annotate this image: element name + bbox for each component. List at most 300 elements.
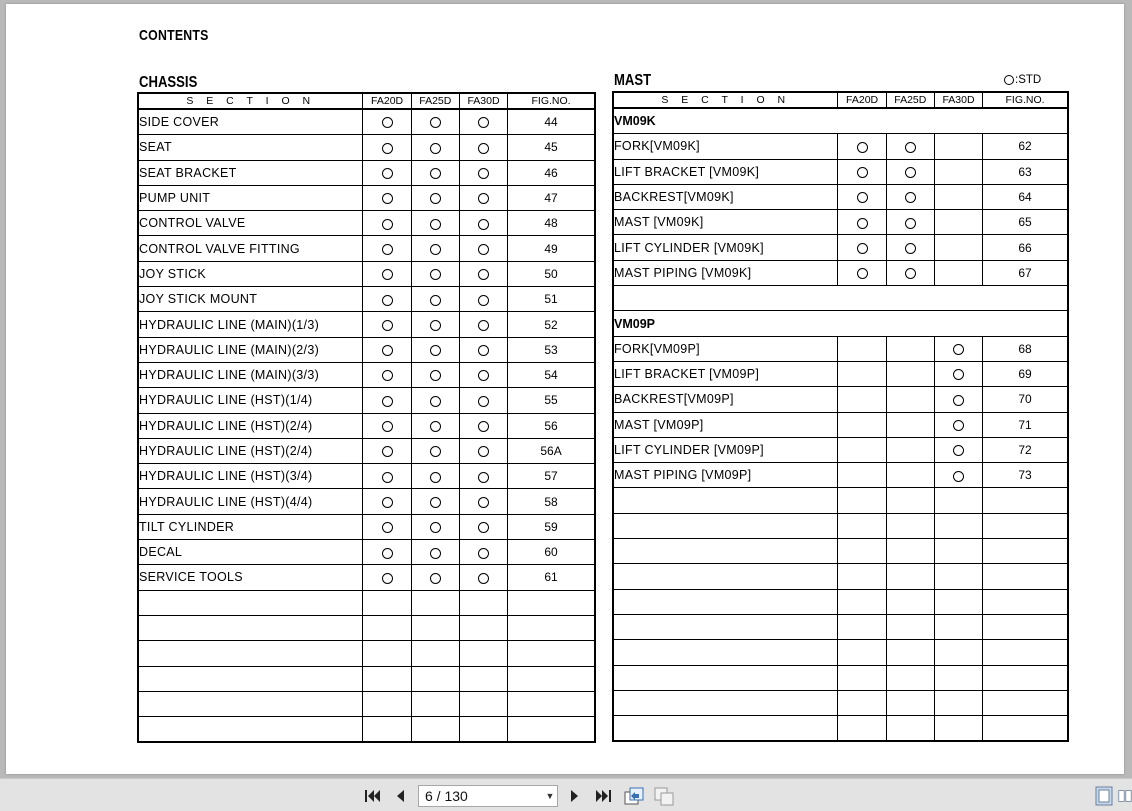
mark-fa30d	[459, 236, 507, 261]
std-circle-icon	[382, 522, 393, 533]
fig-number: 72	[983, 437, 1068, 462]
mark-fa20d	[363, 337, 411, 362]
std-circle-icon	[382, 320, 393, 331]
fig-number: 54	[508, 362, 595, 387]
mark-fa30d	[934, 488, 982, 513]
std-circle-icon	[430, 573, 441, 584]
header-fa30d: FA30D	[934, 92, 982, 108]
table-row	[138, 337, 595, 362]
fig-number: 59	[508, 514, 595, 539]
copy-page-icon	[653, 786, 675, 806]
std-circle-icon	[478, 396, 489, 407]
section-name: MAST PIPING [VM09K]	[613, 260, 838, 285]
fig-number: 67	[983, 260, 1068, 285]
mark-fa20d	[363, 109, 411, 135]
std-circle-icon	[382, 497, 393, 508]
mast-title: MAST	[614, 72, 652, 89]
group-label: VM09K	[613, 108, 1068, 134]
fig-number	[983, 513, 1068, 538]
table-row	[138, 540, 595, 565]
std-circle-icon	[430, 396, 441, 407]
fig-number: 51	[508, 287, 595, 312]
mark-fa20d	[838, 235, 886, 260]
mark-fa20d	[363, 160, 411, 185]
mark-fa20d	[838, 640, 886, 665]
section-name: MAST [VM09P]	[613, 412, 838, 437]
std-circle-icon	[382, 117, 393, 128]
table-row	[613, 184, 1068, 209]
section-name: JOY STICK	[138, 261, 363, 286]
chevron-down-icon: ▼	[545, 791, 555, 801]
mark-fa20d	[838, 134, 886, 159]
mast-header-row	[613, 92, 1068, 108]
std-circle-icon	[478, 472, 489, 483]
fig-number: 57	[508, 464, 595, 489]
std-circle-icon	[382, 168, 393, 179]
table-row	[138, 236, 595, 261]
header-fig-no: FIG.NO.	[983, 92, 1068, 108]
table-row	[613, 260, 1068, 285]
viewer-toolbar	[0, 778, 1132, 811]
mark-fa20d	[838, 210, 886, 235]
mark-fa30d	[934, 513, 982, 538]
mark-fa20d	[838, 159, 886, 184]
mark-fa30d	[934, 690, 982, 715]
mark-fa20d	[838, 716, 886, 742]
mark-fa30d	[934, 716, 982, 742]
table-row	[613, 159, 1068, 184]
table-row	[613, 513, 1068, 538]
mark-fa30d	[934, 210, 982, 235]
document-page	[6, 4, 1124, 774]
mark-fa25d	[411, 236, 459, 261]
mark-fa30d	[459, 666, 507, 691]
section-name: FORK[VM09K]	[613, 134, 838, 159]
std-circle-icon	[382, 219, 393, 230]
single-page-view-button[interactable]	[1093, 786, 1115, 806]
mark-fa25d	[411, 287, 459, 312]
std-circle-icon	[857, 268, 868, 279]
std-circle-icon	[430, 320, 441, 331]
fig-number	[983, 589, 1068, 614]
fig-number: 68	[983, 336, 1068, 361]
fig-number	[508, 717, 595, 743]
mark-fa25d	[886, 463, 934, 488]
section-name: HYDRAULIC LINE (HST)(1/4)	[138, 388, 363, 413]
mark-fa20d	[838, 513, 886, 538]
mark-fa20d	[838, 412, 886, 437]
std-circle-icon	[430, 244, 441, 255]
section-name: BACKREST[VM09K]	[613, 184, 838, 209]
fig-number: 71	[983, 412, 1068, 437]
mark-fa20d	[363, 362, 411, 387]
fig-number: 45	[508, 135, 595, 160]
last-page-button[interactable]	[592, 786, 614, 806]
mark-fa25d	[411, 312, 459, 337]
mark-fa25d	[411, 615, 459, 640]
mark-fa25d	[411, 362, 459, 387]
mark-fa20d	[838, 589, 886, 614]
std-circle-icon	[857, 142, 868, 153]
section-name	[138, 641, 363, 666]
next-page-button[interactable]	[566, 786, 584, 806]
mark-fa25d	[411, 261, 459, 286]
std-circle-icon	[430, 168, 441, 179]
std-circle-icon	[382, 193, 393, 204]
mark-fa30d	[459, 185, 507, 210]
std-circle-icon	[1004, 75, 1014, 85]
section-name: SEAT	[138, 135, 363, 160]
mark-fa30d	[934, 564, 982, 589]
fig-number: 56A	[508, 438, 595, 463]
mark-fa30d	[459, 135, 507, 160]
std-circle-icon	[905, 243, 916, 254]
table-row	[613, 387, 1068, 412]
mark-fa30d	[459, 717, 507, 743]
fig-number: 66	[983, 235, 1068, 260]
fig-number	[983, 614, 1068, 639]
section-name: SIDE COVER	[138, 109, 363, 135]
section-name: JOY STICK MOUNT	[138, 287, 363, 312]
mark-fa20d	[363, 514, 411, 539]
std-circle-icon	[430, 295, 441, 306]
page-indicator: 6 / 130	[425, 788, 468, 804]
section-name: HYDRAULIC LINE (MAIN)(2/3)	[138, 337, 363, 362]
std-circle-icon	[478, 370, 489, 381]
std-circle-icon	[430, 219, 441, 230]
mark-fa25d	[886, 184, 934, 209]
section-name: MAST PIPING [VM09P]	[613, 463, 838, 488]
mark-fa30d	[934, 159, 982, 184]
table-row	[613, 665, 1068, 690]
mark-fa30d	[459, 362, 507, 387]
chassis-header-row	[138, 93, 595, 109]
fig-number: 56	[508, 413, 595, 438]
table-row	[613, 210, 1068, 235]
std-circle-icon	[905, 142, 916, 153]
mark-fa25d	[886, 488, 934, 513]
mark-fa20d	[363, 261, 411, 286]
mark-fa30d	[459, 615, 507, 640]
mark-fa25d	[886, 589, 934, 614]
mark-fa25d	[411, 135, 459, 160]
table-row	[138, 185, 595, 210]
fig-number: 55	[508, 388, 595, 413]
fig-number: 53	[508, 337, 595, 362]
std-circle-icon	[953, 344, 964, 355]
mark-fa30d	[934, 184, 982, 209]
fig-number: 44	[508, 109, 595, 135]
fig-number: 63	[983, 159, 1068, 184]
table-row	[138, 388, 595, 413]
std-circle-icon	[382, 421, 393, 432]
fig-number	[508, 691, 595, 716]
fig-number	[983, 488, 1068, 513]
mark-fa20d	[363, 135, 411, 160]
std-circle-icon	[478, 193, 489, 204]
std-circle-icon	[905, 192, 916, 203]
mark-fa25d	[411, 565, 459, 590]
mark-fa25d	[886, 690, 934, 715]
mark-fa25d	[886, 210, 934, 235]
fig-number: 49	[508, 236, 595, 261]
table-row	[613, 690, 1068, 715]
table-row	[138, 261, 595, 286]
mark-fa20d	[838, 665, 886, 690]
std-circle-icon	[382, 573, 393, 584]
section-name: HYDRAULIC LINE (HST)(4/4)	[138, 489, 363, 514]
mark-fa20d	[363, 540, 411, 565]
section-name: CONTROL VALVE	[138, 211, 363, 236]
section-name: BACKREST[VM09P]	[613, 387, 838, 412]
mark-fa25d	[411, 717, 459, 743]
group-label: VM09P	[613, 311, 1068, 336]
table-row	[138, 109, 595, 135]
mark-fa20d	[838, 690, 886, 715]
std-circle-icon	[478, 573, 489, 584]
section-name: HYDRAULIC LINE (HST)(2/4)	[138, 438, 363, 463]
header-section: S E C T I O N	[613, 92, 838, 108]
mark-fa20d	[363, 717, 411, 743]
mark-fa20d	[363, 666, 411, 691]
table-row	[138, 211, 595, 236]
previous-page-button[interactable]	[391, 786, 409, 806]
std-circle-icon	[478, 269, 489, 280]
mark-fa25d	[411, 388, 459, 413]
section-name	[138, 615, 363, 640]
std-circle-icon	[430, 370, 441, 381]
mark-fa30d	[934, 235, 982, 260]
mark-fa20d	[838, 387, 886, 412]
mark-fa20d	[363, 691, 411, 716]
fig-number: 60	[508, 540, 595, 565]
std-circle-icon	[478, 244, 489, 255]
mark-fa30d	[459, 464, 507, 489]
mark-fa25d	[886, 437, 934, 462]
mark-fa25d	[411, 489, 459, 514]
fig-number: 46	[508, 160, 595, 185]
fig-number: 64	[983, 184, 1068, 209]
mark-fa25d	[411, 211, 459, 236]
section-name: HYDRAULIC LINE (HST)(3/4)	[138, 464, 363, 489]
mark-fa25d	[411, 464, 459, 489]
mark-fa25d	[886, 614, 934, 639]
mark-fa30d	[459, 413, 507, 438]
table-row	[613, 716, 1068, 742]
mark-fa30d	[459, 489, 507, 514]
fig-number: 65	[983, 210, 1068, 235]
mark-fa30d	[934, 437, 982, 462]
mark-fa25d	[886, 665, 934, 690]
mark-fa30d	[934, 412, 982, 437]
section-name: LIFT CYLINDER [VM09K]	[613, 235, 838, 260]
fig-number: 52	[508, 312, 595, 337]
section-name: SERVICE TOOLS	[138, 565, 363, 590]
mark-fa25d	[886, 159, 934, 184]
std-circle-icon	[478, 548, 489, 559]
header-fig-no: FIG.NO.	[508, 93, 595, 109]
mark-fa25d	[411, 413, 459, 438]
export-page-button[interactable]	[622, 786, 646, 806]
section-name	[613, 488, 838, 513]
fig-number	[983, 690, 1068, 715]
std-circle-icon	[953, 395, 964, 406]
mark-fa30d	[459, 691, 507, 716]
two-page-view-icon	[1118, 786, 1132, 806]
mark-fa25d	[886, 134, 934, 159]
two-page-view-button[interactable]	[1118, 786, 1132, 806]
std-circle-icon	[382, 269, 393, 280]
table-row	[613, 361, 1068, 386]
std-circle-icon	[478, 168, 489, 179]
mark-fa20d	[838, 463, 886, 488]
fig-number: 69	[983, 361, 1068, 386]
mark-fa25d	[411, 337, 459, 362]
section-name	[613, 640, 838, 665]
std-circle-icon	[478, 345, 489, 356]
std-circle-icon	[905, 167, 916, 178]
table-row	[138, 641, 595, 666]
table-row	[613, 488, 1068, 513]
std-circle-icon	[382, 143, 393, 154]
last-page-icon	[594, 788, 612, 804]
std-circle-icon	[953, 369, 964, 380]
section-name	[613, 716, 838, 742]
mark-fa30d	[459, 312, 507, 337]
section-name: TILT CYLINDER	[138, 514, 363, 539]
header-section: S E C T I O N	[138, 93, 363, 109]
mark-fa30d	[459, 565, 507, 590]
mark-fa20d	[363, 464, 411, 489]
table-row	[138, 464, 595, 489]
table-row	[613, 336, 1068, 361]
fig-number: 70	[983, 387, 1068, 412]
mark-fa25d	[886, 513, 934, 538]
table-row	[138, 438, 595, 463]
std-circle-icon	[430, 117, 441, 128]
page-select[interactable]	[418, 785, 558, 807]
first-page-button[interactable]	[362, 786, 384, 806]
section-name	[138, 691, 363, 716]
mark-fa25d	[886, 336, 934, 361]
mark-fa20d	[363, 312, 411, 337]
fig-number: 50	[508, 261, 595, 286]
single-page-view-icon	[1095, 786, 1113, 806]
std-circle-icon	[953, 471, 964, 482]
table-row	[613, 539, 1068, 564]
mark-fa20d	[838, 260, 886, 285]
section-name: FORK[VM09P]	[613, 336, 838, 361]
table-row	[613, 412, 1068, 437]
table-row	[138, 489, 595, 514]
section-name: HYDRAULIC LINE (MAIN)(1/3)	[138, 312, 363, 337]
table-row	[138, 287, 595, 312]
mark-fa30d	[459, 388, 507, 413]
table-row	[613, 108, 1068, 134]
mark-fa20d	[363, 590, 411, 615]
table-row	[613, 437, 1068, 462]
std-circle-icon	[382, 548, 393, 559]
section-name	[613, 564, 838, 589]
mark-fa30d	[459, 590, 507, 615]
mark-fa20d	[363, 388, 411, 413]
export-page-icon	[623, 786, 645, 806]
mark-fa30d	[934, 336, 982, 361]
section-name: CONTROL VALVE FITTING	[138, 236, 363, 261]
std-circle-icon	[430, 472, 441, 483]
std-circle-icon	[430, 143, 441, 154]
mark-fa20d	[838, 539, 886, 564]
std-circle-icon	[430, 345, 441, 356]
table-row	[138, 666, 595, 691]
std-circle-icon	[478, 522, 489, 533]
std-circle-icon	[478, 320, 489, 331]
std-circle-icon	[478, 446, 489, 457]
mark-fa25d	[411, 641, 459, 666]
mark-fa20d	[363, 287, 411, 312]
table-row	[613, 463, 1068, 488]
mark-fa20d	[838, 614, 886, 639]
std-circle-icon	[953, 445, 964, 456]
mark-fa20d	[363, 438, 411, 463]
mark-fa20d	[838, 564, 886, 589]
section-name	[613, 513, 838, 538]
fig-number: 61	[508, 565, 595, 590]
mark-fa25d	[411, 691, 459, 716]
fig-number: 48	[508, 211, 595, 236]
fig-number	[508, 590, 595, 615]
section-name	[138, 590, 363, 615]
mark-fa30d	[934, 463, 982, 488]
mark-fa30d	[459, 287, 507, 312]
mark-fa30d	[934, 665, 982, 690]
table-row	[138, 135, 595, 160]
section-name: DECAL	[138, 540, 363, 565]
mark-fa20d	[838, 184, 886, 209]
std-circle-icon	[382, 345, 393, 356]
std-circle-icon	[430, 421, 441, 432]
section-name: HYDRAULIC LINE (HST)(2/4)	[138, 413, 363, 438]
table-row	[138, 565, 595, 590]
std-circle-icon	[382, 396, 393, 407]
mark-fa30d	[934, 134, 982, 159]
table-row	[138, 413, 595, 438]
mark-fa30d	[934, 361, 982, 386]
mark-fa30d	[459, 261, 507, 286]
mark-fa25d	[886, 361, 934, 386]
std-circle-icon	[382, 244, 393, 255]
fig-number	[508, 666, 595, 691]
fig-number: 73	[983, 463, 1068, 488]
mark-fa25d	[411, 109, 459, 135]
fig-number	[983, 640, 1068, 665]
table-row	[138, 590, 595, 615]
section-name	[138, 717, 363, 743]
mark-fa30d	[459, 641, 507, 666]
std-circle-icon	[430, 522, 441, 533]
mark-fa25d	[886, 564, 934, 589]
table-row	[138, 691, 595, 716]
std-circle-icon	[857, 167, 868, 178]
mark-fa20d	[363, 236, 411, 261]
header-fa25d: FA25D	[411, 93, 459, 109]
table-row	[138, 362, 595, 387]
copy-page-button[interactable]	[652, 786, 676, 806]
mark-fa20d	[363, 615, 411, 640]
mark-fa25d	[886, 260, 934, 285]
std-circle-icon	[905, 268, 916, 279]
mark-fa30d	[934, 589, 982, 614]
